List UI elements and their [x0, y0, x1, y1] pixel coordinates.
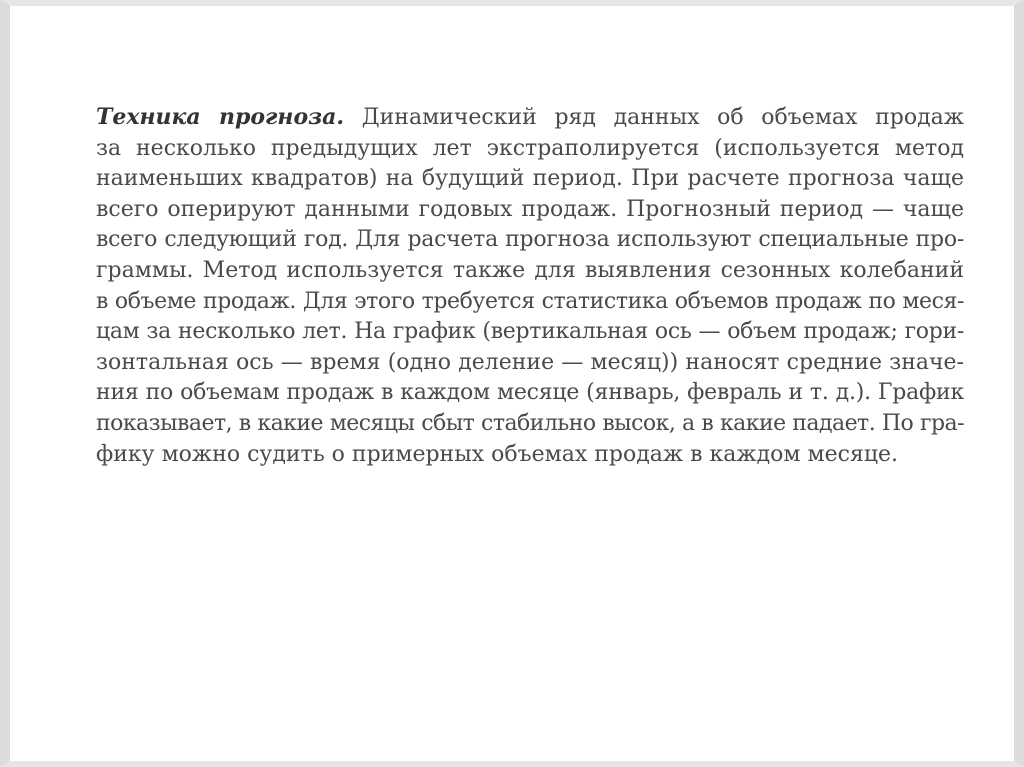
paragraph-line: наименьших квадратов) на будущий период. При расчете прогноза чаще: [96, 166, 964, 192]
paragraph-line: показывает, в какие месяцы сбыт стабильно высок, а в какие падает. По гра-: [96, 410, 964, 436]
paragraph-line: всего оперируют данными годовых продаж. Прогнозный период — чаще: [96, 196, 964, 222]
paragraph-line: в объеме продаж. Для этого требуется статистика объемов продаж по меся-: [96, 288, 964, 314]
paragraph-line: за несколько предыдущих лет экстраполируется (используется метод: [96, 135, 964, 161]
paragraph-line: [96, 102, 964, 134]
paragraph-line-last: фику можно судить о примерных объемах продаж в каждом месяце.: [96, 441, 899, 467]
paragraph-line: всего следующий год. Для расчета прогноза используют специальные про-: [96, 227, 964, 253]
paragraph-line: цам за несколько лет. На график (вертикальная ось — объем продаж; гори-: [96, 319, 964, 345]
paragraph-heading: Техника прогноза.: [96, 104, 345, 130]
paragraph-line: ния по объемам продаж в каждом месяце (январь, февраль и т. д.). График: [96, 380, 964, 406]
paragraph-line-text: Динамический ряд данных об объемах продаж: [361, 105, 964, 130]
paragraph-line: граммы. Метод используется также для выявления сезонных колебаний: [96, 257, 964, 283]
paragraph-line: зонтальная ось — время (одно деление — месяц)) наносят средние значе-: [96, 349, 964, 375]
paragraph: [96, 102, 964, 470]
